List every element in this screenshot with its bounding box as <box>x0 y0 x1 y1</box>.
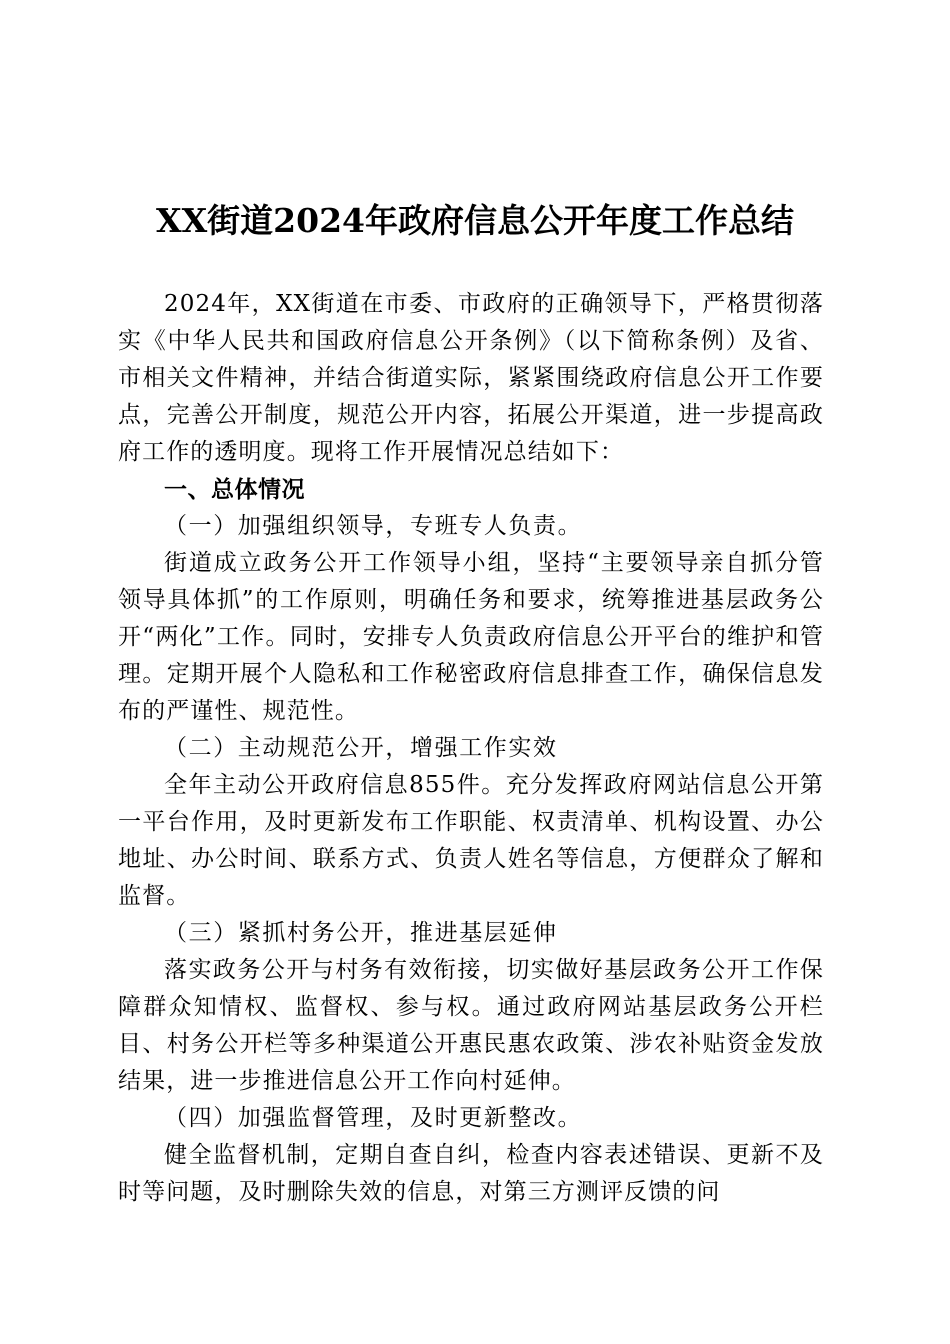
document-body <box>118 286 824 1211</box>
subsection-paragraph-supervision: 健全监督机制，定期自查自纠，检查内容表述错误、更新不及时等问题，及时删除失效的信息，对第三方测评反馈的问 <box>118 1142 824 1205</box>
subsection-heading-village-affairs: （三）紧抓村务公开，推进基层延伸 <box>164 920 558 946</box>
subsection-paragraph-disclosure: 全年主动公开政府信息855件。充分发挥政府网站信息公开第一平台作用，及时更新发布工作职能、权责清单、机构设置、办公地址、办公时间、联系方式、负责人姓名等信息，方便群众了解和监督。 <box>118 772 824 909</box>
subsection-paragraph-organization: 街道成立政务公开工作领导小组，坚持“主要领导亲自抓分管领导具体抓”的工作原则，明确任务和要求，统筹推进基层政务公开“两化”工作。同时，安排专人负责政府信息公开平台的维护和管理。定期开展个人隐私和工作秘密政府信息排查工作，确保信息发布的严谨性、规范性。 <box>118 550 824 724</box>
section-heading-overview: 一、总体情况 <box>164 476 305 503</box>
document-title: XX街道2024年政府信息公开年度工作总结 <box>155 201 795 240</box>
subsection-heading-disclosure: （二）主动规范公开，增强工作实效 <box>164 735 558 761</box>
intro-paragraph: 2024年，XX街道在市委、市政府的正确领导下，严格贯彻落实《中华人民共和国政府信息公开条例》（以下简称条例）及省、市相关文件精神，并结合街道实际，紧紧围绕政府信息公开工作要点，完善公开制度，规范公开内容，拓展公开渠道，进一步提高政府工作的透明度。现将工作开展情况总结如下： <box>118 291 824 465</box>
subsection-heading-supervision: （四）加强监督管理，及时更新整改。 <box>164 1105 583 1131</box>
subsection-heading-organization: （一）加强组织领导，专班专人负责。 <box>164 513 583 539</box>
subsection-paragraph-village-affairs: 落实政务公开与村务有效衔接，切实做好基层政务公开工作保障群众知情权、监督权、参与权。通过政府网站基层政务公开栏目、村务公开栏等多种渠道公开惠民惠农政策、涉农补贴资金发放结果，进一步推进信息公开工作向村延伸。 <box>118 957 824 1094</box>
